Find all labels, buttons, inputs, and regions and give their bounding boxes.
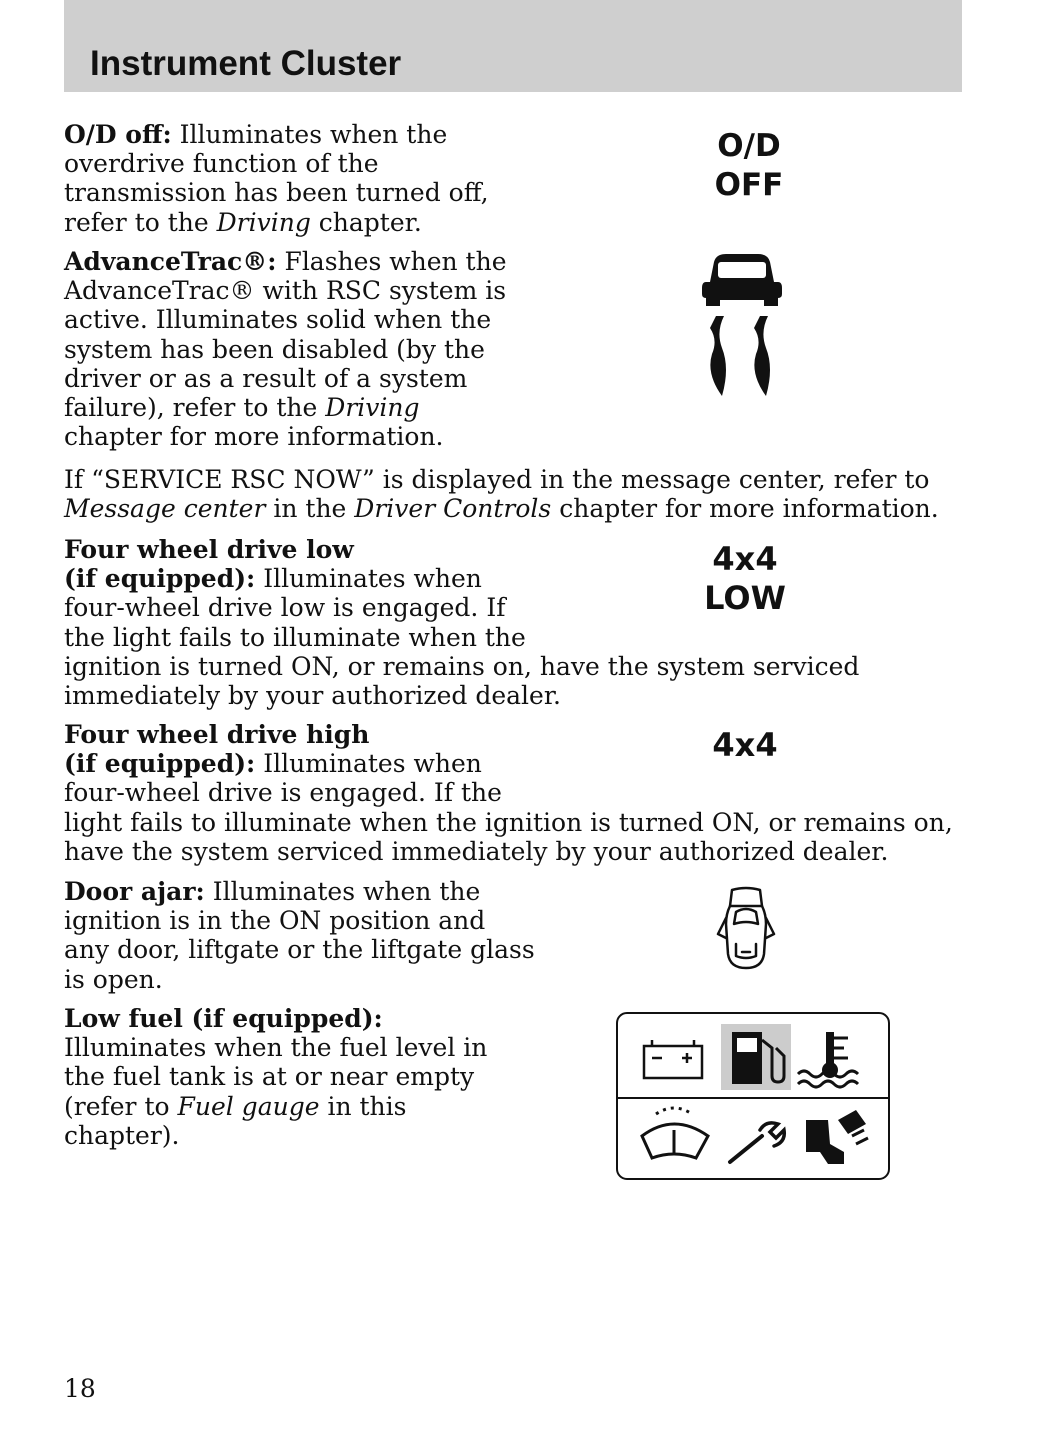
low-fuel-line: the fuel tank is at or near empty [64, 1062, 475, 1092]
advancetrac-skid-icon [700, 250, 784, 400]
door-ajar-section [64, 877, 535, 994]
od-off-symbol [700, 127, 798, 205]
door-ajar-line: any door, liftgate or the liftgate glass [64, 935, 535, 965]
advancetrac-line: AdvanceTrac® with RSC system is [64, 276, 507, 306]
od-off-line: overdrive function of the [64, 149, 379, 179]
4x4-symbol: 4x4 [712, 726, 778, 764]
od-off-line: transmission has been turned off, [64, 178, 489, 208]
fwd-high-line: Illuminates when [263, 749, 482, 779]
service-note-line: If “SERVICE RSC NOW” is displayed in the message center, refer to [64, 465, 930, 494]
fuel-gauge-ref: Fuel gauge [177, 1091, 320, 1121]
fwd-high-term: Four wheel drive high [64, 720, 370, 749]
low-symbol-text: LOW [704, 579, 786, 617]
4x4-symbol-text: 4x4 [712, 540, 778, 578]
message-center-ref: Message center [64, 494, 266, 524]
fwd-high-line: light fails to illuminate when the ignition is turned ON, or remains on, [64, 807, 953, 837]
warning-lights-panel [616, 1012, 890, 1180]
fwd-low-line: the light fails to illuminate when the [64, 622, 526, 652]
fwd-low-line: four-wheel drive low is engaged. If [64, 593, 506, 623]
od-off-line: chapter. [310, 207, 422, 237]
page-number: 18 [64, 1374, 96, 1403]
low-fuel-line: (refer to [64, 1091, 178, 1121]
door-ajar-line: Illuminates when the [212, 877, 481, 906]
service-rsc-note [64, 465, 939, 523]
driving-ref: Driving [325, 393, 420, 423]
low-fuel-line: Illuminates when the fuel level in [64, 1033, 488, 1063]
fwd-high-qualifier: (if equipped): [64, 749, 256, 779]
advancetrac-line: driver or as a result of a system [64, 363, 468, 393]
advancetrac-line: system has been disabled (by the [64, 334, 485, 364]
od-off-term: O/D off: [64, 120, 172, 149]
page-title: Instrument Cluster [90, 44, 402, 83]
od-off-line: refer to the [64, 207, 217, 237]
four-wheel-high-section [64, 720, 953, 866]
door-ajar-line: ignition is in the ON position and [64, 906, 486, 936]
fwd-low-line: immediately by your authorized dealer. [64, 681, 561, 711]
fwd-high-line: have the system serviced immediately by your authorized dealer. [64, 836, 889, 866]
service-note-text: chapter for more information. [551, 494, 939, 524]
advancetrac-line: failure), refer to the [64, 393, 326, 423]
advancetrac-line: Flashes when the [284, 247, 507, 276]
od-symbol-text: O/D [717, 128, 781, 164]
advancetrac-term: AdvanceTrac®: [64, 247, 277, 276]
fwd-high-line: four-wheel drive is engaged. If the [64, 778, 502, 808]
door-ajar-term: Door ajar: [64, 877, 205, 906]
driving-ref: Driving [216, 207, 311, 237]
fwd-low-line: ignition is turned ON, or remains on, have the system serviced [64, 651, 860, 681]
od-off-section [64, 120, 489, 237]
fwd-low-line: Illuminates when [263, 564, 482, 594]
fwd-low-term: Four wheel drive low [64, 535, 354, 564]
fwd-low-qualifier: (if equipped): [64, 564, 256, 594]
service-note-text: in the [265, 494, 355, 524]
door-ajar-line: is open. [64, 964, 163, 994]
page-header [64, 0, 962, 92]
advancetrac-section [64, 247, 507, 451]
low-fuel-term: Low fuel (if equipped): [64, 1004, 383, 1033]
driver-controls-ref: Driver Controls [354, 494, 552, 524]
door-ajar-car-icon [714, 884, 778, 974]
advancetrac-line: chapter for more information. [64, 422, 444, 452]
fuel-pump-icon [721, 1024, 791, 1090]
4x4-low-symbol [695, 540, 795, 618]
low-fuel-section [64, 1004, 487, 1150]
off-symbol-text: OFF [714, 167, 784, 203]
advancetrac-line: active. Illuminates solid when the [64, 305, 492, 335]
low-fuel-line: in this [319, 1091, 407, 1121]
od-off-line: Illuminates when the [179, 120, 448, 149]
low-fuel-line: chapter). [64, 1120, 180, 1150]
